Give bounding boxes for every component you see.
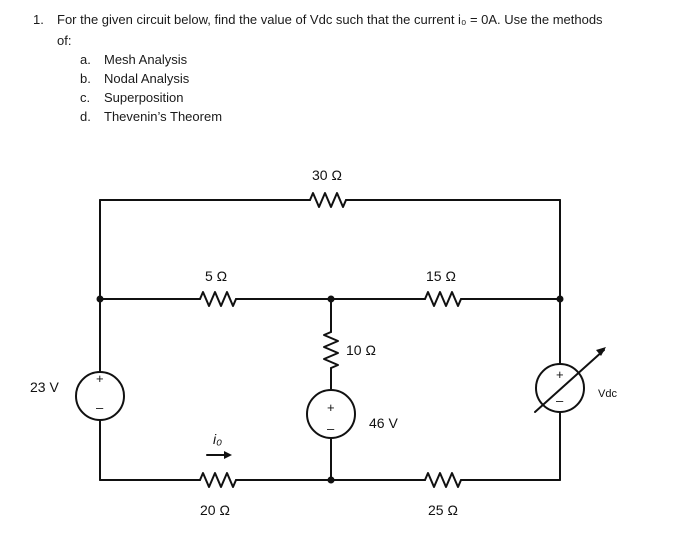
question-number: 1.	[33, 12, 44, 27]
junction-dot-center-bottom	[328, 477, 335, 484]
variable-source-arrow	[535, 350, 604, 412]
option-text: Thevenin’s Theorem	[104, 109, 223, 124]
resistor-15-ohm	[425, 292, 461, 306]
current-arrow-head	[224, 451, 232, 459]
resistor-10-ohm	[324, 332, 338, 368]
option-letter: b.	[80, 71, 91, 86]
label-20-ohm: 20 Ω	[200, 502, 230, 518]
minus-sign-23v: –	[96, 400, 104, 415]
label-vdc: Vdc	[598, 388, 617, 400]
question-text-line2: of:	[57, 33, 72, 48]
label-30-ohm: 30 Ω	[312, 167, 342, 183]
label-46v: 46 V	[369, 415, 398, 431]
label-10-ohm: 10 Ω	[346, 342, 376, 358]
question-text-line1: For the given circuit below, find the value of Vdc such that the current i₀ = 0A. Use the methods	[57, 12, 603, 27]
option-text: Superposition	[104, 90, 184, 105]
label-current-io: i₀	[213, 431, 223, 447]
option-text: Mesh Analysis	[104, 52, 188, 67]
junction-dot-center-top	[328, 296, 335, 303]
label-23v: 23 V	[30, 379, 59, 395]
resistor-25-ohm	[425, 473, 461, 487]
minus-sign-vdc: –	[556, 393, 564, 408]
plus-sign-23v: +	[96, 371, 104, 386]
junction-dot-right	[557, 296, 564, 303]
label-5-ohm: 5 Ω	[205, 268, 228, 284]
label-15-ohm: 15 Ω	[426, 268, 456, 284]
option-text: Nodal Analysis	[104, 71, 190, 86]
plus-sign-46v: +	[327, 400, 335, 415]
option-letter: a.	[80, 52, 91, 67]
option-letter: c.	[80, 90, 91, 105]
label-25-ohm: 25 Ω	[428, 502, 458, 518]
junction-dot-left	[97, 296, 104, 303]
resistor-5-ohm	[200, 292, 236, 306]
option-letter: d.	[80, 109, 91, 124]
plus-sign-vdc: +	[556, 367, 564, 382]
resistor-20-ohm	[200, 473, 236, 487]
minus-sign-46v: –	[327, 421, 335, 436]
resistor-30-ohm	[310, 193, 346, 207]
